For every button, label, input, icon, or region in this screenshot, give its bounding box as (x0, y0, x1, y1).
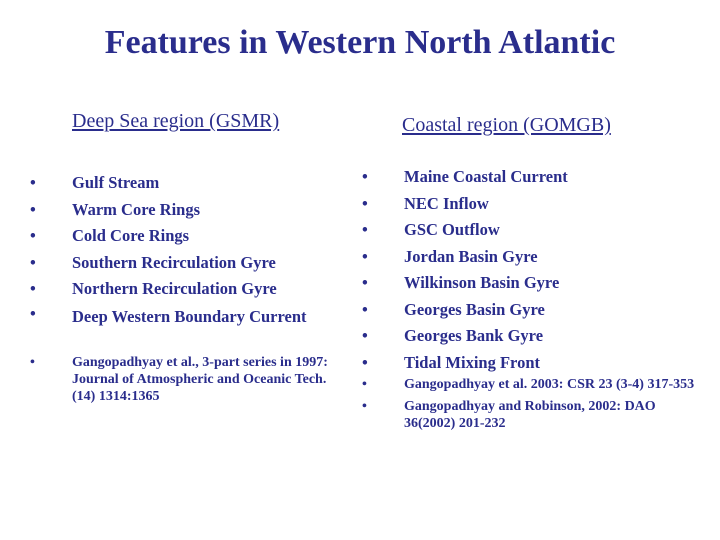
bullet-icon: • (362, 193, 368, 213)
list-item (362, 350, 702, 377)
bullet-icon: • (30, 226, 36, 245)
reference-text: Gangopadhyay and Robinson, 2002: DAO 36(2002) 201-232 (404, 399, 656, 431)
list-item (362, 164, 702, 191)
bullet-icon: • (362, 246, 368, 266)
bullet-icon: • (30, 199, 36, 219)
bullet-icon: • (362, 220, 368, 239)
feature-label: Deep Western Boundary Current (72, 306, 307, 326)
feature-label: Northern Recirculation Gyre (72, 279, 277, 298)
list-item (362, 191, 702, 218)
bullet-icon: • (362, 377, 367, 392)
feature-label: Gulf Stream (72, 173, 160, 192)
bullet-icon: • (30, 173, 36, 192)
bullet-icon: • (362, 326, 368, 345)
bullet-icon: • (362, 352, 368, 372)
bullet-icon: • (362, 273, 368, 292)
bullet-icon: • (30, 252, 36, 272)
slide-title: Features in Western North Atlantic (104, 24, 616, 61)
feature-label: Warm Core Rings (72, 199, 201, 219)
coastal-feature-list (362, 164, 702, 376)
feature-label: Cold Core Rings (72, 226, 190, 245)
list-item (30, 276, 350, 303)
list-item (30, 223, 350, 250)
coastal-heading: Coastal region (GOMGB) (402, 114, 611, 136)
coastal-reference-list (362, 376, 702, 437)
deep-sea-heading: Deep Sea region (GSMR) (72, 110, 280, 132)
reference-text: Gangopadhyay et al. 2003: CSR 23 (3-4) 317-353 (404, 377, 695, 392)
feature-label: NEC Inflow (404, 193, 489, 213)
deep-sea-feature-list (30, 170, 350, 327)
list-item (30, 250, 350, 277)
list-item (30, 303, 350, 327)
deep-sea-reference-list (30, 354, 350, 405)
reference-item (362, 376, 702, 393)
reference-item (30, 354, 350, 405)
list-item (362, 323, 702, 350)
bullet-icon: • (30, 279, 36, 298)
feature-label: Tidal Mixing Front (404, 352, 540, 372)
feature-label: Maine Coastal Current (404, 167, 568, 186)
list-item (362, 270, 702, 297)
feature-label: Jordan Basin Gyre (404, 246, 538, 266)
list-item (362, 244, 702, 271)
list-item (362, 297, 702, 324)
list-item (30, 170, 350, 197)
list-item (362, 217, 702, 244)
reference-text: Gangopadhyay et al., 3-part series in 1997: Journal of Atmospheric and Oceanic Tech. (14) 1314:1365 (72, 355, 328, 404)
feature-label: Georges Bank Gyre (404, 326, 544, 345)
bullet-icon: • (30, 303, 36, 323)
bullet-icon: • (362, 299, 368, 319)
bullet-icon: • (362, 167, 368, 186)
feature-label: Southern Recirculation Gyre (72, 252, 276, 272)
reference-item (362, 398, 702, 432)
bullet-icon: • (362, 399, 367, 414)
feature-label: Georges Basin Gyre (404, 299, 545, 319)
bullet-icon: • (30, 355, 35, 370)
feature-label: GSC Outflow (404, 220, 500, 239)
feature-label: Wilkinson Basin Gyre (404, 273, 560, 292)
list-item (30, 197, 350, 224)
